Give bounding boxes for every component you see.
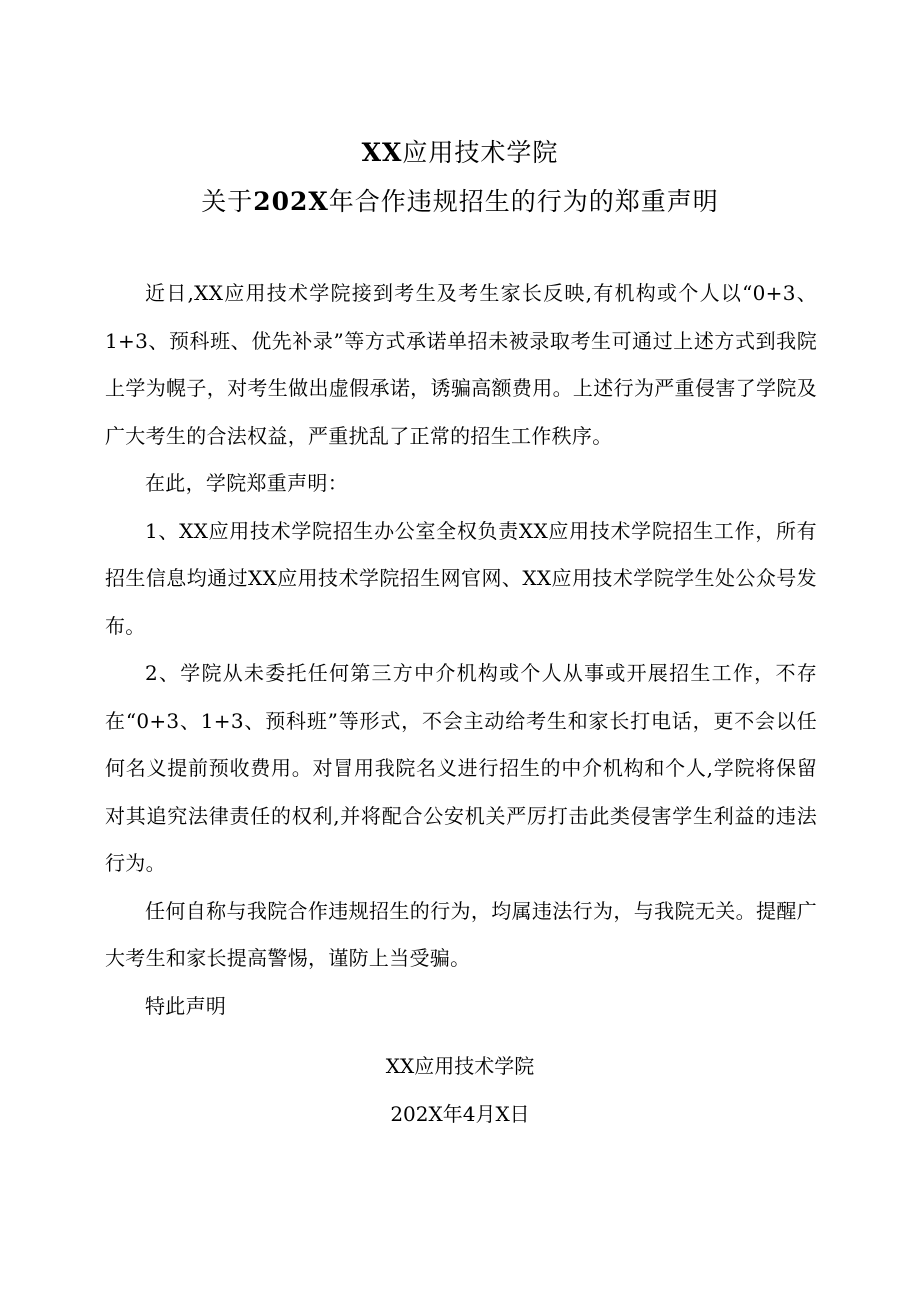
title-rest-part: 应用技术学院 bbox=[402, 138, 559, 167]
paragraph-declaration-lead: 在此，学院郑重声明： bbox=[145, 471, 348, 495]
paragraph-closing: 特此声明 bbox=[145, 993, 227, 1018]
document-body bbox=[105, 270, 817, 1030]
title-prefix: 关于 bbox=[201, 187, 254, 216]
paragraph-warning: 任何自称与我院合作违规招生的行为，均属违法行为，与我院无关。提醒广大考生和家长提高警惕，谨防上当受骗。 bbox=[105, 898, 817, 970]
title-strong-part: XX bbox=[361, 138, 403, 167]
signature-date: 202X年4月X日 bbox=[390, 1102, 530, 1126]
paragraph-intro: 近日,XX应用技术学院接到考生及考生家长反映,有机构或个人以“0+3、1+3、预科班、优先补录”等方式承诺单招未被录取考生可通过上述方式到我院上学为幌子，对考生做出虚假承诺，诱骗高额费用。上述行为严重侵害了学院及广大考生的合法权益，严重扰乱了正常的招生工作秩序。 bbox=[105, 281, 817, 448]
title-year: 202X bbox=[253, 187, 329, 216]
document-title-institution bbox=[0, 133, 920, 169]
document-title-statement bbox=[0, 182, 920, 218]
paragraph-point-2: 2、学院从未委托任何第三方中介机构或个人从事或开展招生工作，不存在“0+3、1+3、预科班”等形式，不会主动给考生和家长打电话，更不会以任何名义提前预收费用。对冒用我院名义进行招生的中介机构和个人,学院将保留对其追究法律责任的权利,并将配合公安机关严厉打击此类侵害学生利益的违法行为。 bbox=[105, 661, 817, 875]
title-suffix: 年合作违规招生的行为的郑重声明 bbox=[328, 187, 719, 216]
paragraph-point-1: 1、XX应用技术学院招生办公室全权负责XX应用技术学院招生工作，所有招生信息均通过XX应用技术学院招生网官网、XX应用技术学院学生处公众号发布。 bbox=[105, 518, 817, 638]
signature-organization: XX应用技术学院 bbox=[385, 1054, 535, 1078]
